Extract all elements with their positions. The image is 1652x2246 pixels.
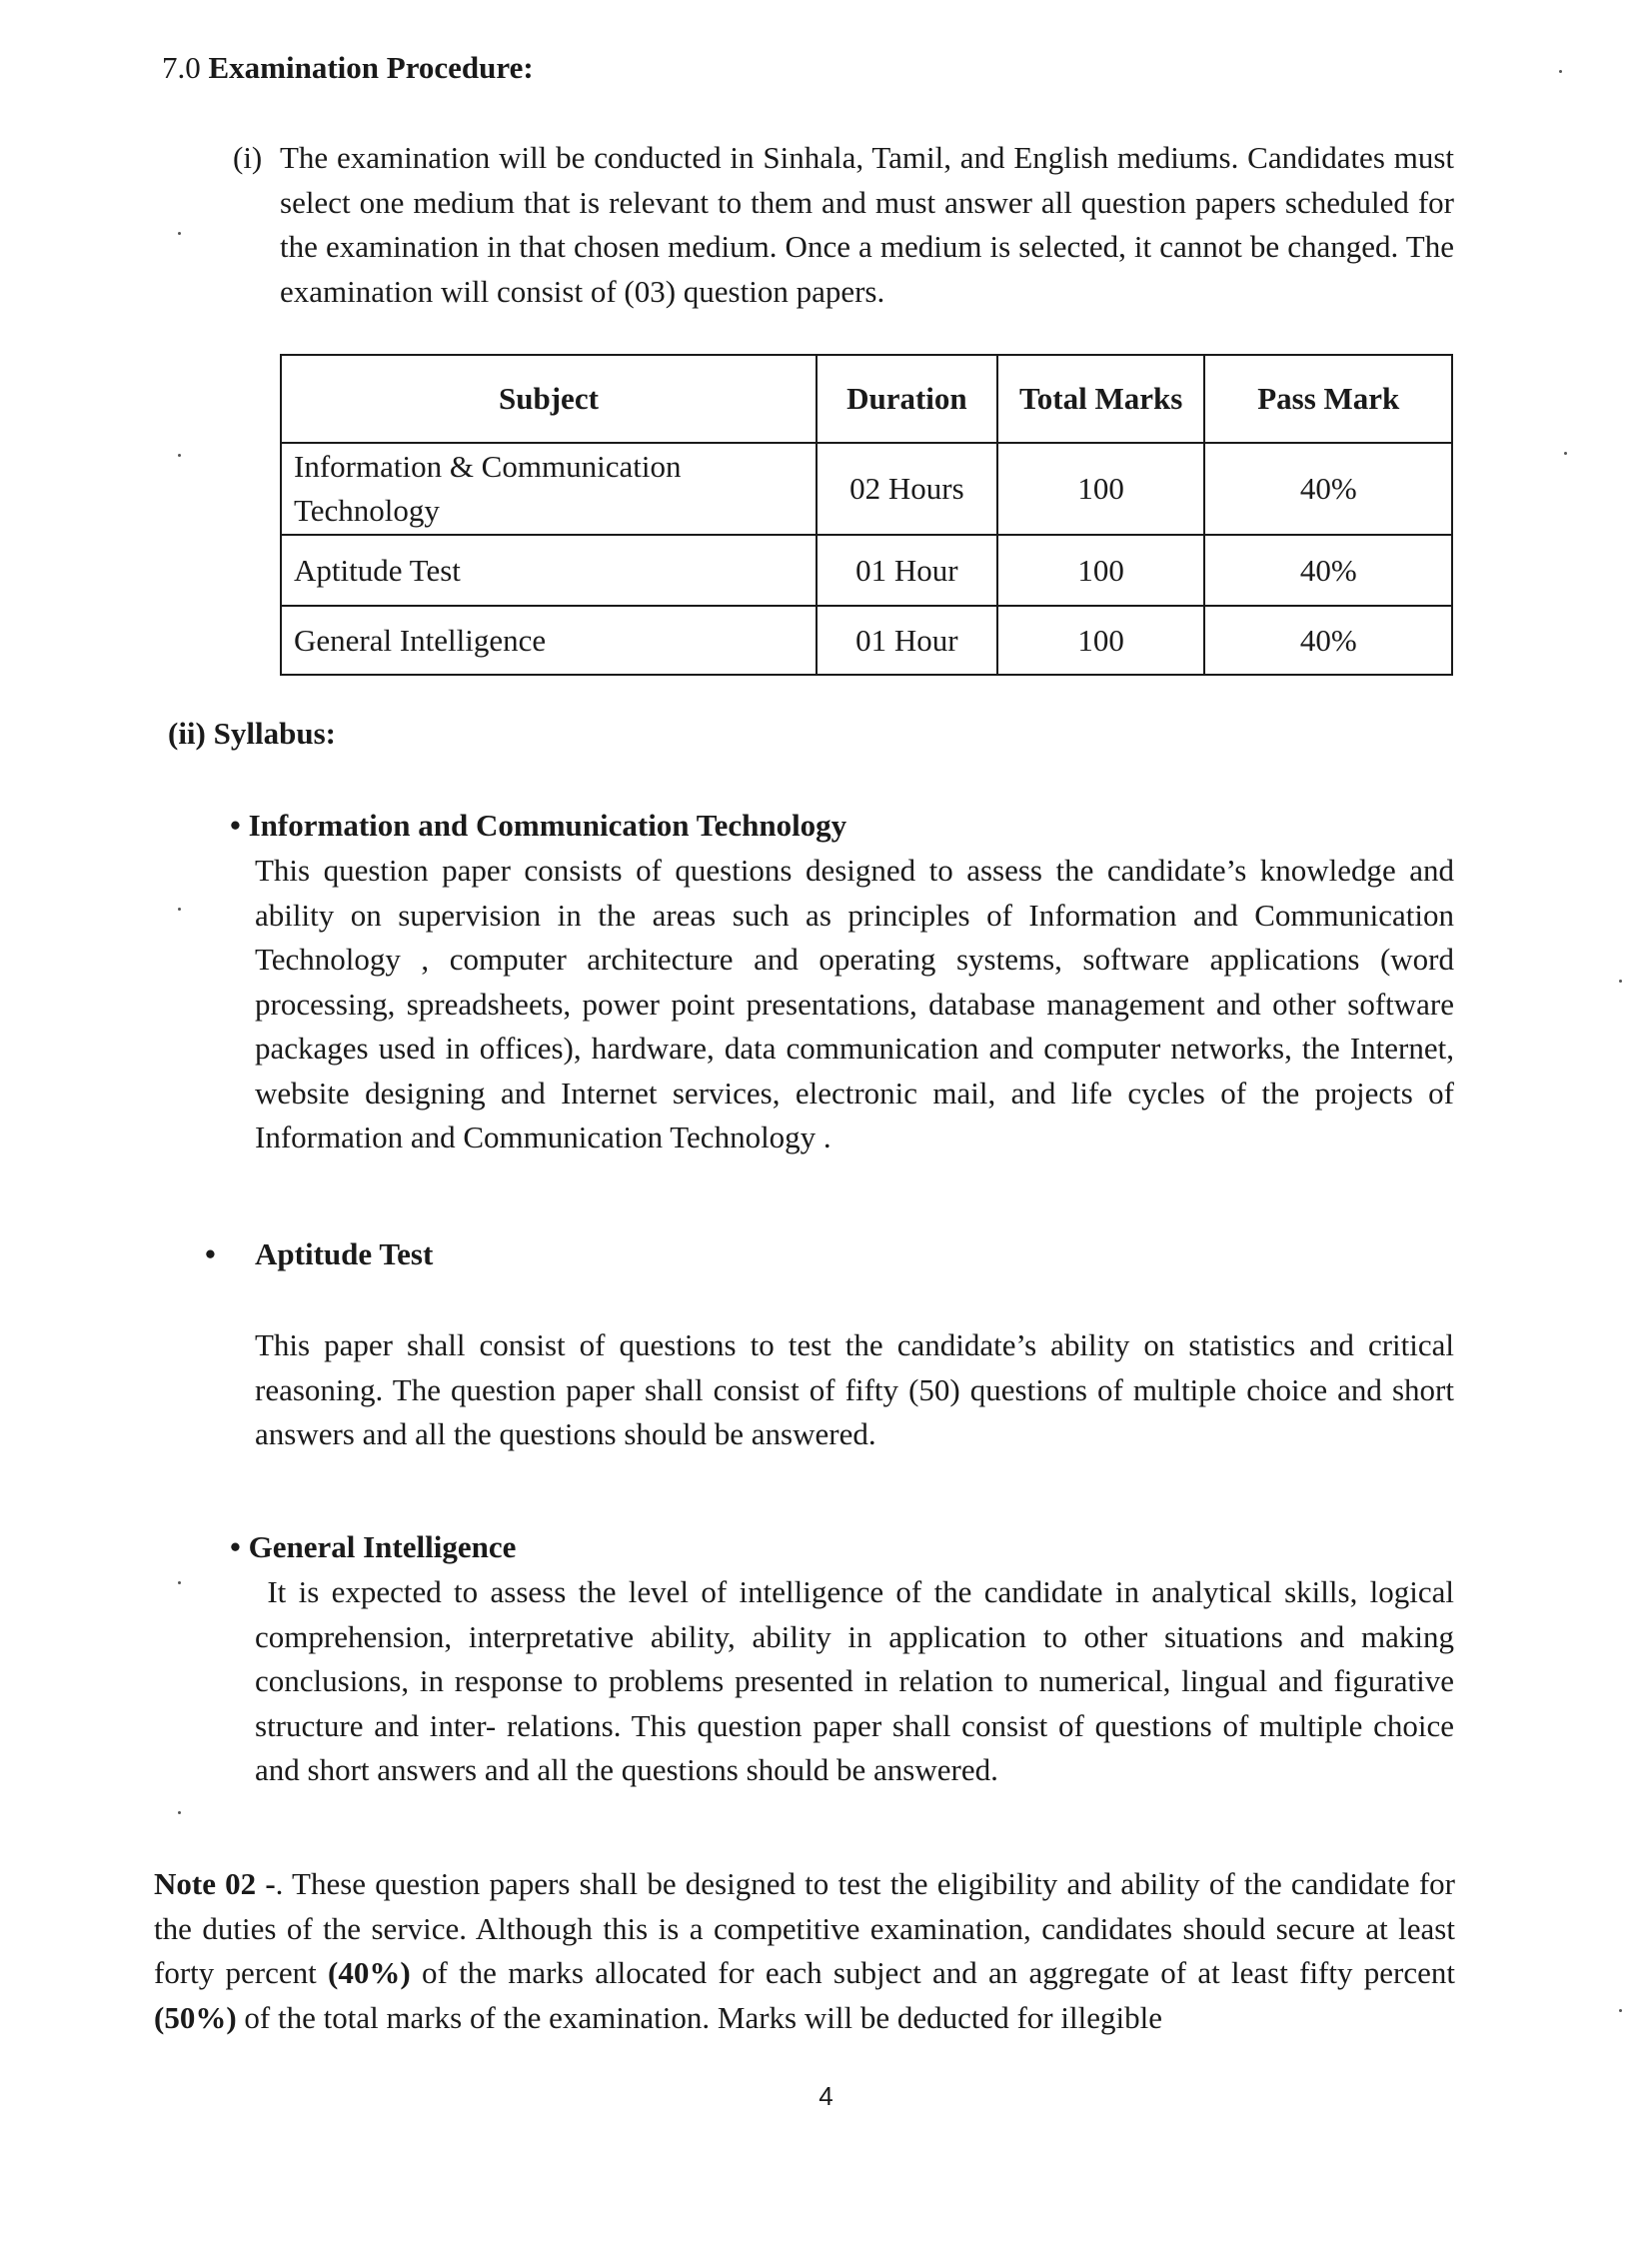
note-emphasis: (40%): [328, 1955, 411, 1990]
cell-pass-mark: 40%: [1204, 443, 1452, 535]
exam-papers-table: [280, 354, 1453, 676]
cell-duration: 01 Hour: [817, 535, 997, 606]
table-row: [281, 606, 1452, 675]
cell-pass-mark: 40%: [1204, 535, 1452, 606]
cell-duration: 01 Hour: [817, 606, 997, 675]
note-label: Note 02 -: [154, 1866, 276, 1901]
table-row: [281, 535, 1452, 606]
cell-subject: General Intelligence: [281, 606, 817, 675]
page-number: 4: [819, 2081, 833, 2111]
paragraph-i: [233, 136, 1454, 314]
column-header-pass-mark: Pass Mark: [1204, 355, 1452, 443]
cell-total-marks: 100: [997, 443, 1205, 535]
paragraph-i-text: The examination will be conducted in Sinhala, Tamil, and English mediums. Candidates must select one medium that is relevant to them and must answer all question papers scheduled for the examination in that chosen medium. Once a medium is selected, it cannot be changed. The examination will consist of (03) question papers.: [280, 140, 1454, 309]
syllabus-heading: (ii) Syllabus:: [168, 716, 336, 751]
column-header-total-marks: Total Marks: [997, 355, 1205, 443]
general-intelligence-heading: [230, 1529, 516, 1565]
cell-duration: 02 Hours: [817, 443, 997, 535]
bullet-icon: •: [230, 1529, 241, 1564]
column-header-subject: Subject: [281, 355, 817, 443]
scan-speck: [178, 454, 181, 457]
general-intelligence-description: [255, 1570, 1454, 1793]
note-text: of the marks allocated for each subject and an aggregate of at least fifty percent: [410, 1955, 1455, 1990]
note-emphasis: (50%): [154, 1999, 237, 2035]
aptitude-title: Aptitude Test: [255, 1236, 434, 1271]
note-text: of the total marks of the examination. Marks will be deducted for illegible: [236, 1999, 1162, 2035]
note-text: . These question papers shall be designed to test the eligibility and ability of the candidate for the duties of the service. Although this is a competitive examination, candidates should secure at least forty percent: [154, 1866, 1455, 1990]
scan-speck: [178, 232, 181, 235]
table-header-row: [281, 355, 1452, 443]
scan-speck: [1619, 980, 1622, 983]
section-heading: [162, 50, 534, 86]
section-title: Examination Procedure:: [208, 50, 534, 85]
ict-heading: [230, 808, 846, 844]
section-number: 7.0: [162, 50, 201, 85]
column-header-duration: Duration: [817, 355, 997, 443]
ict-title: Information and Communication Technology: [248, 808, 847, 843]
scan-speck: [178, 908, 181, 911]
general-intelligence-title: General Intelligence: [248, 1529, 517, 1564]
table-row: [281, 443, 1452, 535]
scan-speck: [1564, 452, 1567, 455]
scan-speck: [178, 1581, 181, 1584]
bullet-icon: •: [230, 808, 241, 843]
scan-speck: [178, 1811, 181, 1814]
cell-total-marks: 100: [997, 535, 1205, 606]
ict-description: This question paper consists of questions designed to assess the candidate’s knowledge and ability on supervision in the areas such as principles of Information and Communication Technology , computer architecture and operating systems, software applications (word processing, spreadsheets, power point presentations, database management and other software packages used in offices), hardware, data communication and computer networks, the Internet, website designing and Internet services, electronic mail, and life cycles of the projects of Information and Communication Technology .: [255, 853, 1454, 1154]
paragraph-i-label: (i): [233, 140, 263, 175]
aptitude-heading: [205, 1236, 433, 1272]
cell-subject: Information & Communication Technology: [281, 443, 817, 535]
scan-speck: [1559, 70, 1562, 73]
cell-pass-mark: 40%: [1204, 606, 1452, 675]
note-paragraph: [154, 1862, 1455, 2040]
aptitude-description: This paper shall consist of questions to test the candidate’s ability on statistics and critical reasoning. The question paper shall consist of fifty (50) questions of multiple choice and short answers and all the questions should be answered.: [255, 1327, 1454, 1451]
general-intelligence-text: It is expected to assess the level of intelligence of the candidate in analytical skills, logical comprehension, interpretative ability, ability in application to other situations and making conclusions, in response to problems presented in relation to numerical, lingual and figurative structure and inter- relations. This question paper shall consist of questions of multiple choice and short answers and all the questions should be answered.: [255, 1574, 1454, 1787]
bullet-icon: •: [205, 1236, 216, 1271]
cell-total-marks: 100: [997, 606, 1205, 675]
cell-subject: Aptitude Test: [281, 535, 817, 606]
scan-speck: [1619, 2009, 1622, 2012]
